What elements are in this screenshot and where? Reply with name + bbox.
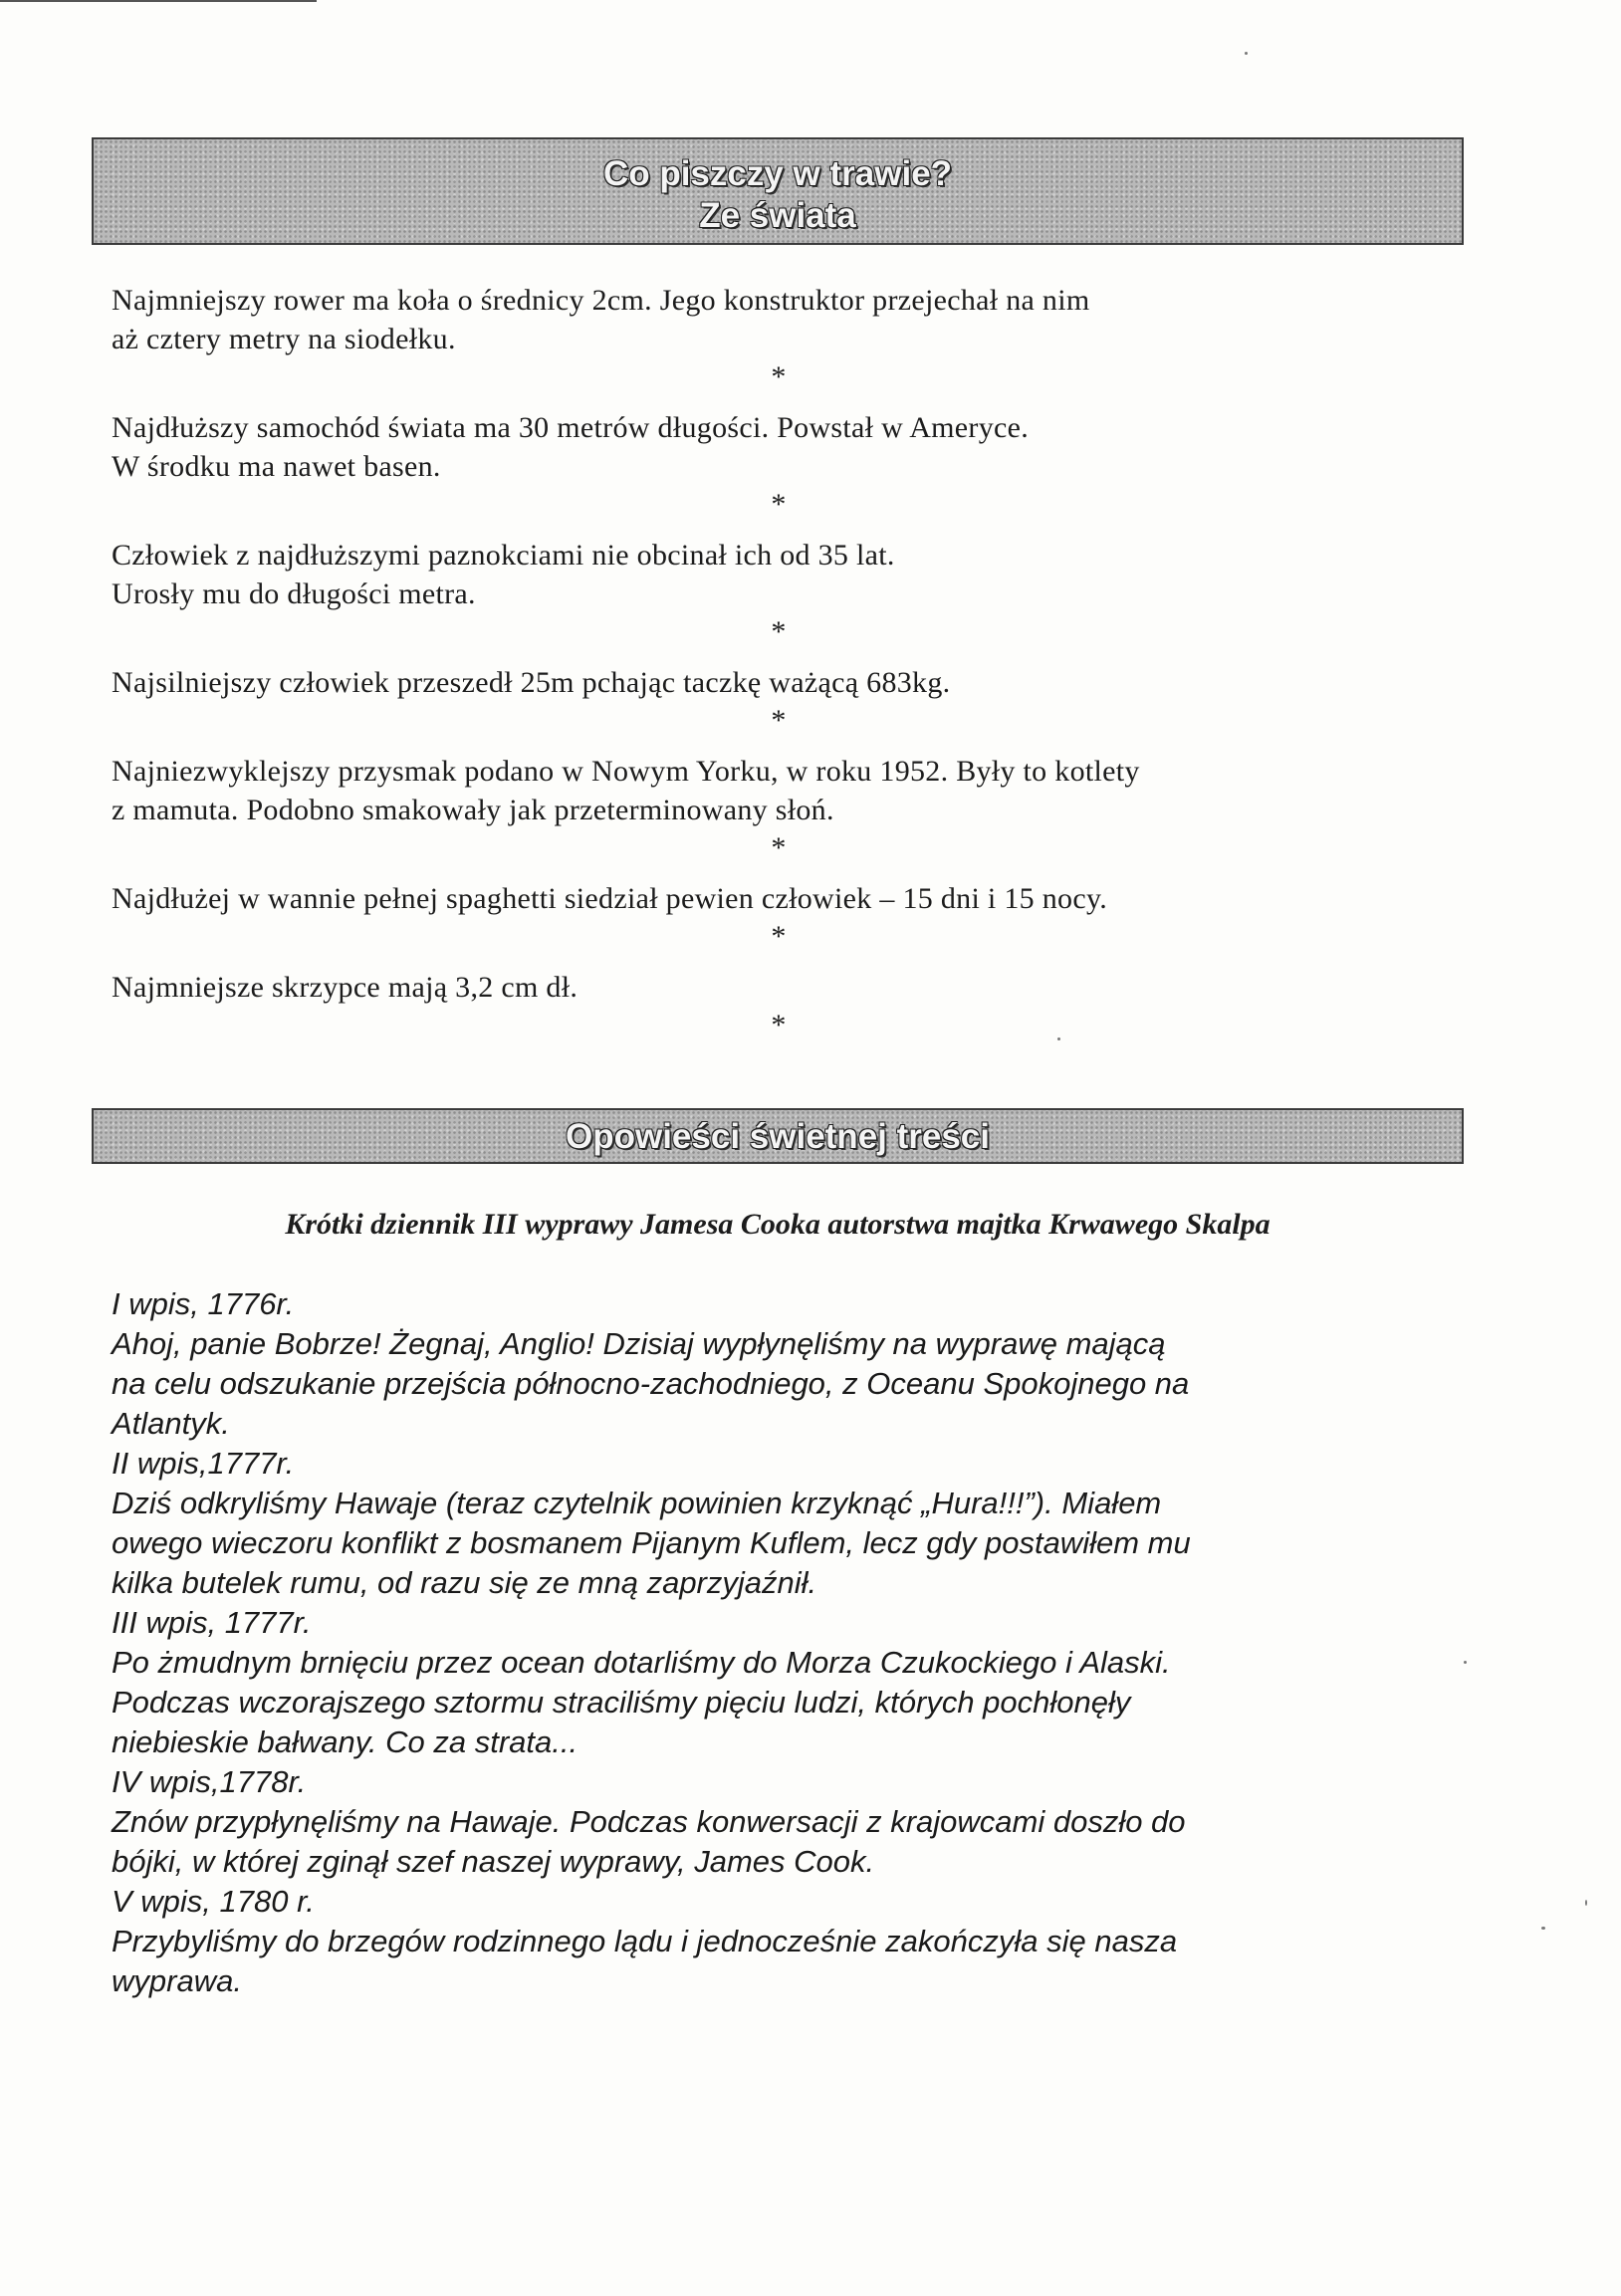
separator-asterisk: * <box>771 488 787 521</box>
story-title: Krótki dziennik III wyprawy Jamesa Cooka autorstwa majtka Krwawego Skalpa <box>285 1208 1271 1241</box>
diary-entry <box>112 1444 1466 1603</box>
stories-header-title: Opowieści świetnej treści <box>566 1117 990 1156</box>
diary-entries <box>112 1284 1466 2001</box>
diary-entry-text: Po żmudnym brnięciu przez ocean dotarliśmy do Morza Czukockiego i Alaski. Podczas wczorajszego sztormu straciliśmy pięciu ludzi, których pochłonęły niebieskie bałwany. Co za strata... <box>112 1645 1171 1759</box>
section-header-title: Co piszczy w trawie? <box>602 154 953 193</box>
fact-paragraph: Najsilniejszy człowiek przeszedł 25m pchając taczkę ważącą 683kg. <box>112 666 951 699</box>
fact-paragraph: Człowiek z najdłuższymi paznokciami nie obcinał ich od 35 lat. Urosły mu do długości metra. <box>112 539 895 610</box>
separator-asterisk: * <box>771 360 787 393</box>
diary-entry-heading: II wpis,1777r. <box>112 1446 295 1481</box>
diary-entry-heading: V wpis, 1780 r. <box>112 1884 315 1919</box>
separator-asterisk: * <box>771 704 787 737</box>
fact-paragraph: Najdłuższy samochód świata ma 30 metrów długości. Powstał w Ameryce. W środku ma nawet basen. <box>112 411 1030 483</box>
diary-entry-heading: III wpis, 1777r. <box>112 1605 312 1640</box>
scan-speck <box>1057 1037 1060 1040</box>
diary-entry-text: Ahoj, panie Bobrze! Żegnaj, Anglio! Dzisiaj wypłynęliśmy na wyprawę mającą na celu odszukanie przejścia północno-zachodniego, z Oceanu Spokojnego na Atlantyk. <box>112 1326 1190 1441</box>
world-facts-section <box>112 281 1446 1056</box>
fact-paragraph: Najniezwyklejszy przysmak podano w Nowym Yorku, w roku 1952. Były to kotlety z mamuta. Podobno smakowały jak przeterminowany słoń. <box>112 755 1140 826</box>
scan-edge-line <box>0 0 317 2</box>
separator-asterisk: * <box>771 920 787 953</box>
diary-entry-heading: IV wpis,1778r. <box>112 1764 307 1799</box>
fact-paragraph: Najmniejsze skrzypce mają 3,2 cm dł. <box>112 971 579 1004</box>
scan-speck <box>1585 1900 1587 1906</box>
separator-asterisk: * <box>771 615 787 648</box>
diary-entry <box>112 1762 1466 1882</box>
stories-header-banner <box>92 1108 1464 1164</box>
separator-asterisk: * <box>771 1009 787 1041</box>
section-header-subtitle: Ze świata <box>699 196 856 235</box>
diary-entry-text: Przybyliśmy do brzegów rodzinnego lądu i jednocześnie zakończyła się nasza wyprawa. <box>112 1924 1178 1998</box>
diary-entry-text: Dziś odkryliśmy Hawaje (teraz czytelnik powinien krzyknąć „Hura!!!”). Miałem owego wieczoru konflikt z bosmanem Pijanym Kuflem, lecz gdy postawiłem mu kilka butelek rumu, od razu się ze mną zaprzyjaźnił. <box>112 1486 1191 1600</box>
fact-paragraph: Najmniejszy rower ma koła o średnicy 2cm. Jego konstruktor przejechał na nim aż cztery metry na siodełku. <box>112 284 1090 355</box>
diary-entry-text: Znów przypłynęliśmy na Hawaje. Podczas konwersacji z krajowcami doszło do bójki, w której zginął szef naszej wyprawy, James Cook. <box>112 1804 1186 1879</box>
diary-entry <box>112 1603 1466 1762</box>
section-header-banner <box>92 137 1464 245</box>
separator-asterisk: * <box>771 831 787 864</box>
diary-entry <box>112 1284 1466 1444</box>
scan-speck <box>1541 1927 1545 1930</box>
diary-entry <box>112 1882 1466 2001</box>
fact-paragraph: Najdłużej w wannie pełnej spaghetti siedział pewien człowiek – 15 dni i 15 nocy. <box>112 882 1108 915</box>
scan-speck <box>1464 1661 1467 1664</box>
scan-speck <box>1245 52 1248 55</box>
diary-entry-heading: I wpis, 1776r. <box>112 1286 295 1321</box>
